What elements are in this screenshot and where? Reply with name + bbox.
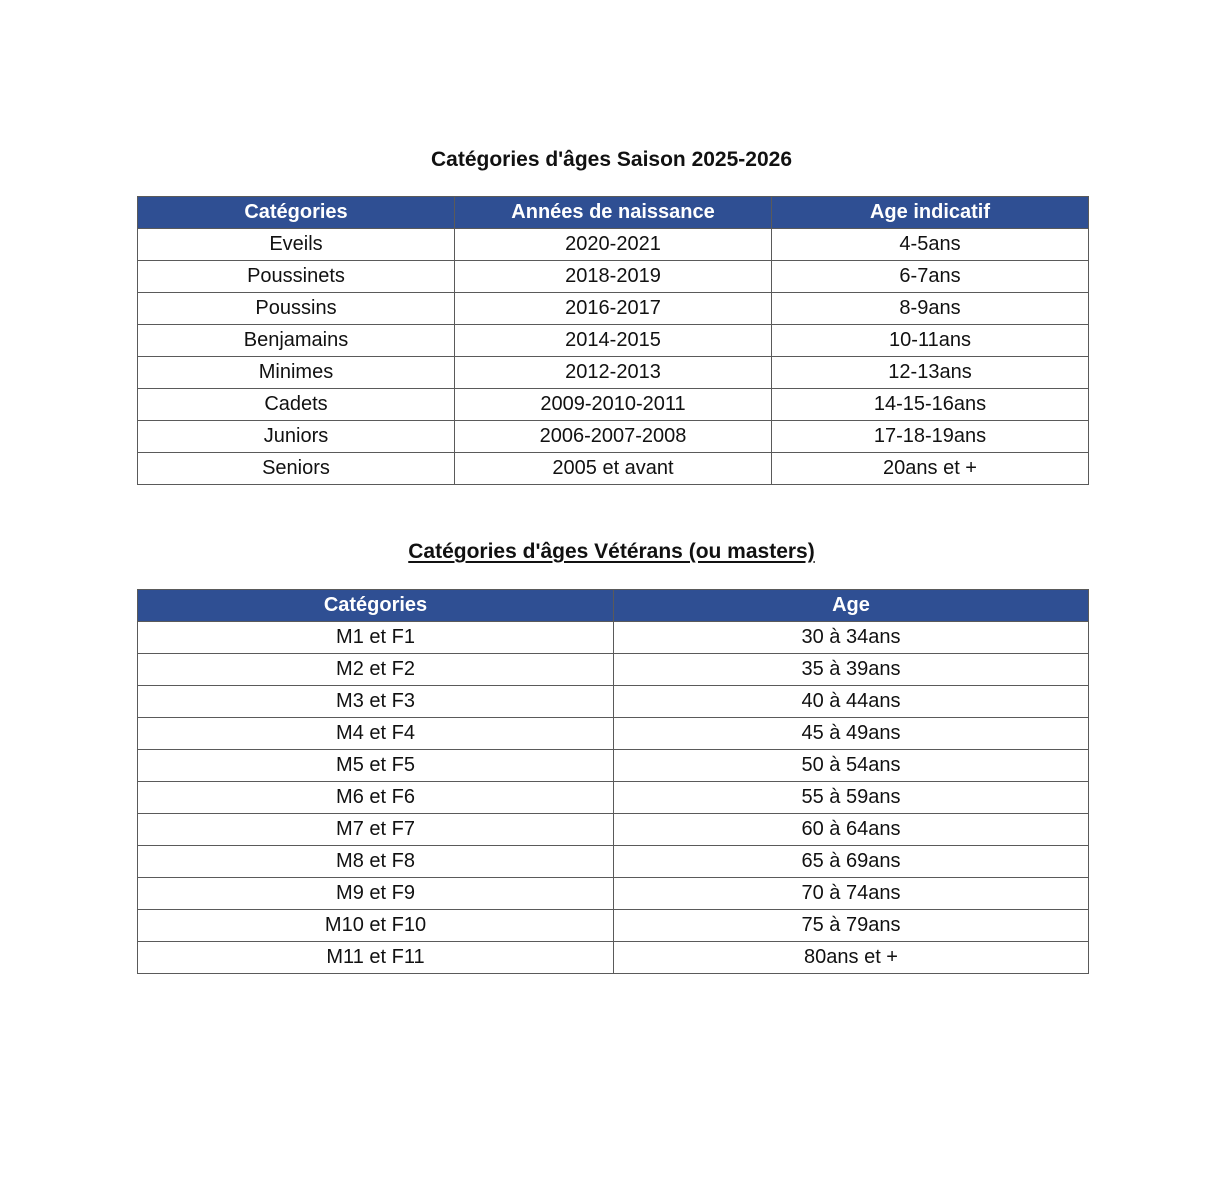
age-cell: 75 à 79ans [614, 910, 1089, 942]
category-cell: M1 et F1 [138, 622, 614, 654]
table-row [138, 782, 1089, 814]
age-cell: 14-15-16ans [772, 389, 1089, 421]
category-cell: M9 et F9 [138, 878, 614, 910]
age-cell: 17-18-19ans [772, 421, 1089, 453]
table-row [138, 910, 1089, 942]
table-row [138, 357, 1089, 389]
table-row [138, 622, 1089, 654]
table-row [138, 686, 1089, 718]
category-cell: M11 et F11 [138, 942, 614, 974]
table-header-row [138, 590, 1089, 622]
category-cell: M6 et F6 [138, 782, 614, 814]
age-cell: 30 à 34ans [614, 622, 1089, 654]
category-cell: M2 et F2 [138, 654, 614, 686]
birth-years-cell: 2006-2007-2008 [455, 421, 772, 453]
category-cell: M8 et F8 [138, 846, 614, 878]
table-row [138, 421, 1089, 453]
birth-years-cell: 2016-2017 [455, 293, 772, 325]
age-cell: 45 à 49ans [614, 718, 1089, 750]
table-header-row [138, 197, 1089, 229]
header-categories: Catégories [138, 590, 614, 622]
table-row [138, 389, 1089, 421]
age-cell: 35 à 39ans [614, 654, 1089, 686]
category-cell: M10 et F10 [138, 910, 614, 942]
birth-years-cell: 2012-2013 [455, 357, 772, 389]
birth-years-cell: 2014-2015 [455, 325, 772, 357]
age-cell: 8-9ans [772, 293, 1089, 325]
category-cell: Seniors [138, 453, 455, 485]
category-cell: Benjamains [138, 325, 455, 357]
birth-years-cell: 2020-2021 [455, 229, 772, 261]
header-age: Age [614, 590, 1089, 622]
age-cell: 55 à 59ans [614, 782, 1089, 814]
table-row [138, 293, 1089, 325]
age-cell: 6-7ans [772, 261, 1089, 293]
age-cell: 80ans et + [614, 942, 1089, 974]
season-table-title: Catégories d'âges Saison 2025-2026 [430, 148, 792, 171]
category-cell: M3 et F3 [138, 686, 614, 718]
age-cell: 70 à 74ans [614, 878, 1089, 910]
table-row [138, 846, 1089, 878]
table-row [138, 654, 1089, 686]
category-cell: Cadets [138, 389, 455, 421]
header-indicative-age: Age indicatif [772, 197, 1089, 229]
table-row [138, 325, 1089, 357]
age-cell: 40 à 44ans [614, 686, 1089, 718]
category-cell: M4 et F4 [138, 718, 614, 750]
header-categories: Catégories [138, 197, 455, 229]
table-row [138, 942, 1089, 974]
category-cell: Eveils [138, 229, 455, 261]
category-cell: M7 et F7 [138, 814, 614, 846]
category-cell: M5 et F5 [138, 750, 614, 782]
table-row [138, 814, 1089, 846]
category-cell: Poussins [138, 293, 455, 325]
age-cell: 10-11ans [772, 325, 1089, 357]
season-categories-table [137, 196, 1089, 485]
category-cell: Juniors [138, 421, 455, 453]
age-cell: 60 à 64ans [614, 814, 1089, 846]
category-cell: Minimes [138, 357, 455, 389]
birth-years-cell: 2009-2010-2011 [455, 389, 772, 421]
table-row [138, 878, 1089, 910]
birth-years-cell: 2018-2019 [455, 261, 772, 293]
age-cell: 50 à 54ans [614, 750, 1089, 782]
age-cell: 12-13ans [772, 357, 1089, 389]
table-row [138, 453, 1089, 485]
veterans-table-title: Catégories d'âges Vétérans (ou masters) [408, 540, 815, 563]
category-cell: Poussinets [138, 261, 455, 293]
birth-years-cell: 2005 et avant [455, 453, 772, 485]
table-row [138, 261, 1089, 293]
age-cell: 4-5ans [772, 229, 1089, 261]
age-cell: 65 à 69ans [614, 846, 1089, 878]
table-row [138, 229, 1089, 261]
table-row [138, 718, 1089, 750]
table-row [138, 750, 1089, 782]
age-cell: 20ans et + [772, 453, 1089, 485]
header-birth-years: Années de naissance [455, 197, 772, 229]
veterans-categories-table [137, 589, 1089, 974]
